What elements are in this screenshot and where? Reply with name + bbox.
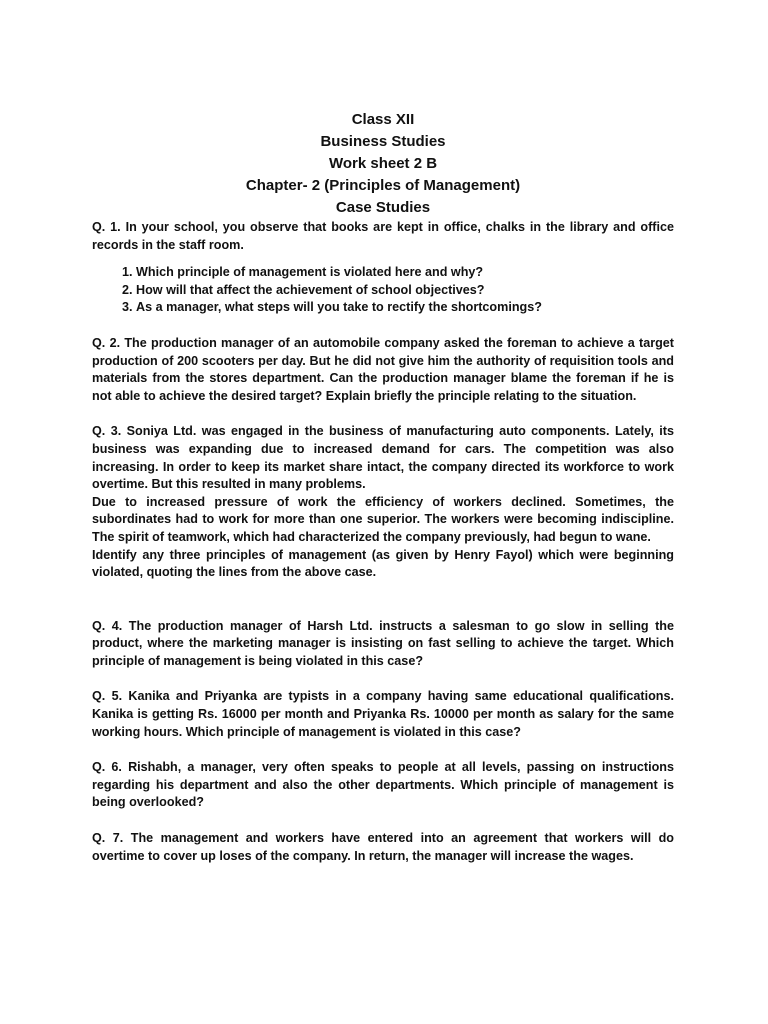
subject-title: Business Studies <box>320 133 446 150</box>
question-6: Q. 6. Rishabh, a manager, very often speaks to people at all levels, passing on instructions regarding his department and also the other departments. Which principle of management is being overlooked? <box>92 760 674 810</box>
worksheet-header <box>92 109 674 219</box>
question-7: Q. 7. The management and workers have entered into an agreement that workers will do overtime to cover up loses of the company. In return, the manager will increase the wages. <box>92 831 674 863</box>
question-1-item: 3. As a manager, what steps will you take to rectify the shortcomings? <box>136 299 674 317</box>
question-2: Q. 2. The production manager of an automobile company asked the foreman to achieve a target production of 200 scooters per day. But he did not give him the authority of requisition tools and materials from the stores department. Can the production manager blame the foreman if he is not able to achieve the desired target? Explain briefly the principle relating to the situation. <box>92 335 674 403</box>
question-5: Q. 5. Kanika and Priyanka are typists in a company having same educational qualifications. Kanika is getting Rs. 16000 per month and Priyanka Rs. 10000 per month as salary for the same working hours. Which principle of management is violated in this case? <box>92 689 674 739</box>
worksheet-page <box>92 109 674 865</box>
class-title: Class XII <box>351 111 415 128</box>
question-1-list <box>92 264 674 317</box>
question-3-paragraph-3: Identify any three principles of management (as given by Henry Fayol) which were beginning violated, quoting the lines from the above case. <box>92 547 674 580</box>
question-1-item: 2. How will that affect the achievement of school objectives? <box>136 282 674 300</box>
question-3-paragraph-2: Due to increased pressure of work the efficiency of workers declined. Sometimes, the subordinates had to work for more than one superior. The workers were becoming indiscipline. The spirit of teamwork, which had characterized the company previously, had begun to wane. <box>92 494 674 544</box>
worksheet-title: Work sheet 2 B <box>328 155 438 172</box>
question-3-paragraph-1: Q. 3. Soniya Ltd. was engaged in the business of manufacturing auto components. Lately, its business was expanding due to increased demand for cars. The competition was also increasing. In order to keep its market share intact, the company directed its workforce to work overtime. But this resulted in many problems. <box>92 424 674 492</box>
question-1-item: 1. Which principle of management is violated here and why? <box>136 264 674 282</box>
question-1: Q. 1. In your school, you observe that books are kept in office, chalks in the library and office records in the staff room. <box>92 220 674 252</box>
question-4: Q. 4. The production manager of Harsh Ltd. instructs a salesman to go slow in selling the product, where the marketing manager is insisting on fast selling to achieve the target. Which principle of management is being violated in this case? <box>92 618 674 668</box>
chapter-title: Chapter- 2 (Principles of Management) <box>245 177 521 194</box>
section-title: Case Studies <box>335 199 431 216</box>
